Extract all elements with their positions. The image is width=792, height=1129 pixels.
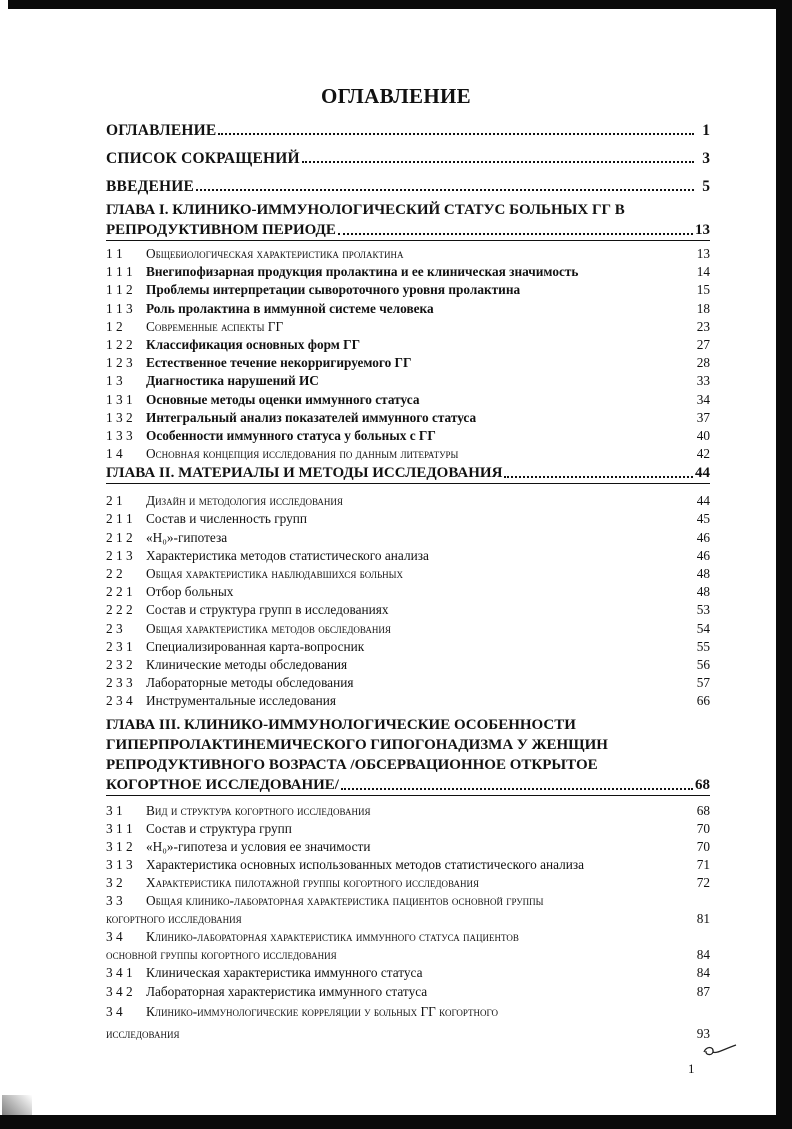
- subentry-number: 1 3: [106, 373, 123, 389]
- toc-entry-contents[interactable]: [106, 112, 710, 140]
- subentry-number: 1 1 3: [106, 300, 133, 316]
- subentry-page: 54: [696, 620, 710, 636]
- subentry-page: 15: [696, 282, 710, 298]
- chapter-heading-line: ГЛАВА III. КЛИНИКО-ИММУНОЛОГИЧЕСКИЕ ОСОБЕННОСТИ: [106, 716, 576, 733]
- subentry-page: 70: [696, 820, 710, 836]
- subentry-number: 1 2 3: [106, 355, 133, 371]
- dot-leader: [504, 476, 693, 478]
- scan-border-bottom: [0, 1115, 792, 1129]
- toc-subentry[interactable]: [106, 409, 710, 427]
- toc-subentry[interactable]: [106, 638, 710, 656]
- chapter-rule: [106, 483, 710, 484]
- subentry-text: Диагностика нарушений ИС: [146, 373, 319, 389]
- toc-subentry[interactable]: [106, 492, 710, 510]
- subentry-number: 2 3 1: [106, 638, 133, 654]
- subentry-text-line: Клинико-лабораторная характеристика иммунного статуса пациентов: [146, 929, 519, 945]
- chapter-heading-line: ГЛАВА I. КЛИНИКО-ИММУНОЛОГИЧЕСКИЙ СТАТУС БОЛЬНЫХ ГГ В: [106, 202, 625, 218]
- subentry-page: 34: [696, 391, 710, 407]
- subentry-page: 93: [696, 1025, 710, 1041]
- toc-subentry-wrapped[interactable]: [106, 1003, 710, 1043]
- chapter-page: 13: [695, 222, 710, 238]
- dot-leader: [218, 133, 694, 135]
- toc-subentry[interactable]: [106, 856, 710, 874]
- subentry-page: 44: [696, 493, 710, 509]
- subentry-page: 53: [696, 602, 710, 618]
- subentry-page: 56: [696, 656, 710, 672]
- subentry-page: 87: [696, 983, 710, 999]
- subentry-text: Характеристика пилотажной группы когортного исследования: [146, 875, 479, 891]
- subentry-text-line: Общая клинико-лабораторная характеристика пациентов основной группы: [146, 893, 544, 909]
- subentry-page: 68: [696, 802, 710, 818]
- subentry-text-line: основной группы когортного исследования: [106, 947, 337, 963]
- subentry-page: 14: [696, 264, 710, 280]
- toc-subentry[interactable]: [106, 547, 710, 565]
- toc-subentry[interactable]: [106, 838, 710, 856]
- toc-subentry-wrapped[interactable]: [106, 928, 710, 964]
- toc-entry-page: 5: [702, 178, 710, 195]
- subentry-page: 46: [696, 547, 710, 563]
- subentry-text: Общая характеристика методов обследования: [146, 620, 391, 636]
- chapter-heading-text: РЕПРОДУКТИВНОМ ПЕРИОДЕ: [106, 222, 336, 238]
- subentry-number: 3 4: [106, 1003, 123, 1019]
- subentry-number: 2 1 3: [106, 547, 133, 563]
- chapter-heading-last-line: [106, 220, 710, 240]
- dot-leader: [302, 161, 694, 163]
- toc-subentry[interactable]: [106, 510, 710, 528]
- table-of-contents: [106, 112, 710, 1043]
- subentry-page: 45: [696, 511, 710, 527]
- subentry-text: Проблемы интерпретации сывороточного уровня пролактина: [146, 282, 521, 298]
- subentry-text: Клиническая характеристика иммунного статуса: [146, 965, 423, 981]
- subentry-text: Особенности иммунного статуса у больных с ГГ: [146, 427, 436, 443]
- toc-subentry[interactable]: [106, 583, 710, 601]
- subentry-page: 37: [696, 409, 710, 425]
- subentry-number: 3 1: [106, 802, 123, 818]
- subentry-page: 48: [696, 566, 710, 581]
- toc-subentry[interactable]: [106, 692, 710, 710]
- chapter-heading-last-line: [106, 775, 710, 795]
- subentry-text: Основная концепция исследования по данным литературы: [146, 446, 459, 462]
- subentry-page: 70: [696, 838, 710, 854]
- toc-entry-introduction[interactable]: [106, 168, 710, 196]
- subentry-text: «H₀»-гипотеза: [146, 529, 228, 545]
- chapter-heading-last-line: [106, 463, 710, 483]
- toc-subentry[interactable]: [106, 245, 710, 263]
- subentry-text-line: исследования: [106, 1025, 180, 1041]
- toc-subentry[interactable]: [106, 964, 710, 982]
- chapter-3-items: [106, 802, 710, 893]
- subentry-page: 13: [696, 246, 710, 261]
- dot-leader: [338, 233, 693, 235]
- page-title: ОГЛАВЛЕНИЕ: [321, 84, 471, 108]
- subentry-page: 18: [696, 300, 710, 316]
- toc-subentry[interactable]: [106, 529, 710, 547]
- subentry-text: Инструментальные исследования: [146, 693, 336, 709]
- subentry-number: 2 3 4: [106, 693, 133, 709]
- subentry-text: Клинические методы обследования: [146, 656, 348, 672]
- subentry-number: 3 4 1: [106, 965, 133, 981]
- subentry-number: 2 3: [106, 620, 123, 636]
- chapter-heading-line: РЕПРОДУКТИВНОГО ВОЗРАСТА /ОБСЕРВАЦИОННОЕ ОТКРЫТОЕ: [106, 756, 598, 773]
- subentry-number: 2 2: [106, 566, 123, 581]
- scan-border-top: [8, 0, 792, 9]
- subentry-page: 66: [696, 693, 710, 709]
- subentry-text: Естественное течение некорригируемого ГГ: [146, 355, 412, 371]
- toc-subentry[interactable]: [106, 372, 710, 390]
- toc-subentry[interactable]: [106, 820, 710, 838]
- subentry-page: 71: [696, 857, 710, 873]
- subentry-text-line: когортного исследования: [106, 911, 242, 927]
- toc-subentry[interactable]: [106, 601, 710, 619]
- toc-subentry[interactable]: [106, 336, 710, 354]
- subentry-text: Общая характеристика наблюдавшихся больных: [146, 566, 403, 581]
- subentry-number: 2 1 2: [106, 529, 133, 545]
- subentry-number: 3 4 2: [106, 983, 133, 999]
- chapter-3-items: [106, 964, 710, 1000]
- subentry-number: 1 2: [106, 318, 123, 334]
- subentry-text: Интегральный анализ показателей иммунного статуса: [146, 409, 477, 425]
- toc-subentry[interactable]: [106, 874, 710, 892]
- toc-subentry[interactable]: [106, 656, 710, 674]
- subentry-text: Классификация основных форм ГГ: [146, 336, 361, 352]
- chapter-rule: [106, 795, 710, 796]
- toc-subentry[interactable]: [106, 300, 710, 318]
- toc-subentry[interactable]: [106, 445, 710, 463]
- subentry-text: Вид и структура когортного исследования: [146, 802, 371, 818]
- chapter-3-heading[interactable]: [106, 715, 710, 795]
- subentry-number: 1 1 1: [106, 264, 133, 280]
- subentry-number: 1 3 1: [106, 391, 133, 407]
- scan-smudge: [2, 1095, 32, 1115]
- chapter-heading-line: ГИПЕРПРОЛАКТИНЕМИЧЕСКОГО ГИПОГОНАДИЗМА У ЖЕНЩИН: [106, 736, 608, 753]
- subentry-number: 2 1 1: [106, 511, 133, 527]
- subentry-page: 81: [696, 911, 710, 927]
- chapter-page: 68: [695, 776, 710, 793]
- subentry-number: 3 1 3: [106, 857, 133, 873]
- subentry-page: 33: [696, 373, 710, 389]
- chapter-page: 44: [695, 465, 710, 482]
- subentry-number: 3 1 2: [106, 838, 133, 854]
- subentry-number: 2 2 2: [106, 602, 133, 618]
- dot-leader: [341, 788, 693, 790]
- toc-entry-label: ВВЕДЕНИЕ: [106, 178, 195, 195]
- subentry-text: Лабораторные методы обследования: [146, 675, 354, 691]
- subentry-number: 3 1 1: [106, 820, 133, 836]
- subentry-text: Отбор больных: [146, 584, 234, 600]
- toc-subentry[interactable]: [106, 802, 710, 820]
- chapter-heading-text: ГЛАВА II. МАТЕРИАЛЫ И МЕТОДЫ ИССЛЕДОВАНИЯ: [106, 465, 503, 482]
- subentry-text: Роль пролактина в иммунной системе человека: [146, 300, 434, 316]
- toc-subentry[interactable]: [106, 620, 710, 638]
- subentry-number: 3 4: [106, 929, 123, 945]
- subentry-number: 1 4: [106, 446, 123, 462]
- subentry-text: Характеристика методов статистического анализа: [146, 547, 429, 563]
- chapter-2-items: [106, 492, 710, 710]
- toc-subentry[interactable]: [106, 354, 710, 372]
- subentry-text-line: Клинико-иммунологические корреляции у больных ГГ когортного: [146, 1003, 499, 1019]
- subentry-page: 40: [696, 427, 710, 443]
- subentry-page: 72: [696, 875, 710, 891]
- subentry-text: Дизайн и методология исследования: [146, 493, 343, 509]
- toc-entry-page: 1: [702, 122, 710, 139]
- toc-entry-abbreviations[interactable]: [106, 140, 710, 168]
- toc-subentry[interactable]: [106, 983, 710, 1001]
- chapter-1-items: [106, 245, 710, 463]
- toc-subentry[interactable]: [106, 565, 710, 583]
- handwritten-signature-mark: [700, 1040, 740, 1058]
- subentry-page: 23: [696, 318, 710, 334]
- subentry-number: 1 3 2: [106, 409, 133, 425]
- subentry-number: 1 3 3: [106, 427, 133, 443]
- subentry-text: Внегипофизарная продукция пролактина и ее клиническая значимость: [146, 264, 579, 280]
- subentry-page: 27: [696, 336, 710, 352]
- toc-subentry[interactable]: [106, 674, 710, 692]
- page-number: 1: [688, 1061, 695, 1076]
- subentry-page: 84: [696, 947, 710, 963]
- toc-subentry[interactable]: [106, 318, 710, 336]
- subentry-page: 42: [696, 446, 710, 462]
- toc-entry-label: СПИСОК СОКРАЩЕНИЙ: [106, 150, 300, 167]
- subentry-page: 46: [696, 529, 710, 545]
- subentry-text: Современные аспекты ГГ: [146, 318, 284, 334]
- scan-border-right: [776, 0, 792, 1129]
- toc-subentry-wrapped[interactable]: [106, 892, 710, 928]
- subentry-page: 57: [696, 675, 710, 691]
- toc-entry-label: ОГЛАВЛЕНИЕ: [106, 122, 217, 139]
- chapter-2-heading[interactable]: [106, 463, 710, 483]
- subentry-text: Характеристика основных использованных методов статистического анализа: [146, 857, 585, 873]
- toc-subentry[interactable]: [106, 263, 710, 281]
- toc-subentry[interactable]: [106, 427, 710, 445]
- toc-entry-page: 3: [702, 150, 710, 167]
- subentry-number: 1 2 2: [106, 336, 133, 352]
- chapter-heading-text: КОГОРТНОЕ ИССЛЕДОВАНИЕ/: [106, 776, 339, 793]
- chapter-rule: [106, 240, 710, 241]
- subentry-text: «H₀»-гипотеза и условия ее значимости: [146, 838, 371, 854]
- subentry-page: 84: [696, 965, 710, 981]
- toc-subentry[interactable]: [106, 391, 710, 409]
- subentry-number: 2 2 1: [106, 584, 133, 600]
- chapter-1-heading[interactable]: [106, 200, 710, 240]
- subentry-page: 55: [696, 638, 710, 654]
- subentry-number: 2 1: [106, 493, 123, 509]
- subentry-number: 2 3 3: [106, 675, 133, 691]
- subentry-text: Основные методы оценки иммунного статуса: [146, 391, 420, 407]
- subentry-text: Лабораторная характеристика иммунного статуса: [146, 983, 428, 999]
- dot-leader: [196, 189, 694, 191]
- subentry-text: Состав и численность групп: [146, 511, 308, 527]
- subentry-number: 3 3: [106, 893, 123, 909]
- subentry-number: 1 1 2: [106, 282, 133, 298]
- subentry-number: 1 1: [106, 246, 123, 261]
- subentry-text: Состав и структура групп в исследованиях: [146, 602, 389, 618]
- subentry-page: 28: [696, 355, 710, 371]
- subentry-text: Общебиологическая характеристика пролактина: [146, 246, 404, 261]
- subentry-text: Состав и структура групп: [146, 820, 292, 836]
- subentry-number: 3 2: [106, 875, 123, 891]
- subentry-text: Специализированная карта-вопросник: [146, 638, 365, 654]
- toc-subentry[interactable]: [106, 281, 710, 299]
- subentry-page: 48: [696, 584, 710, 600]
- subentry-number: 2 3 2: [106, 656, 133, 672]
